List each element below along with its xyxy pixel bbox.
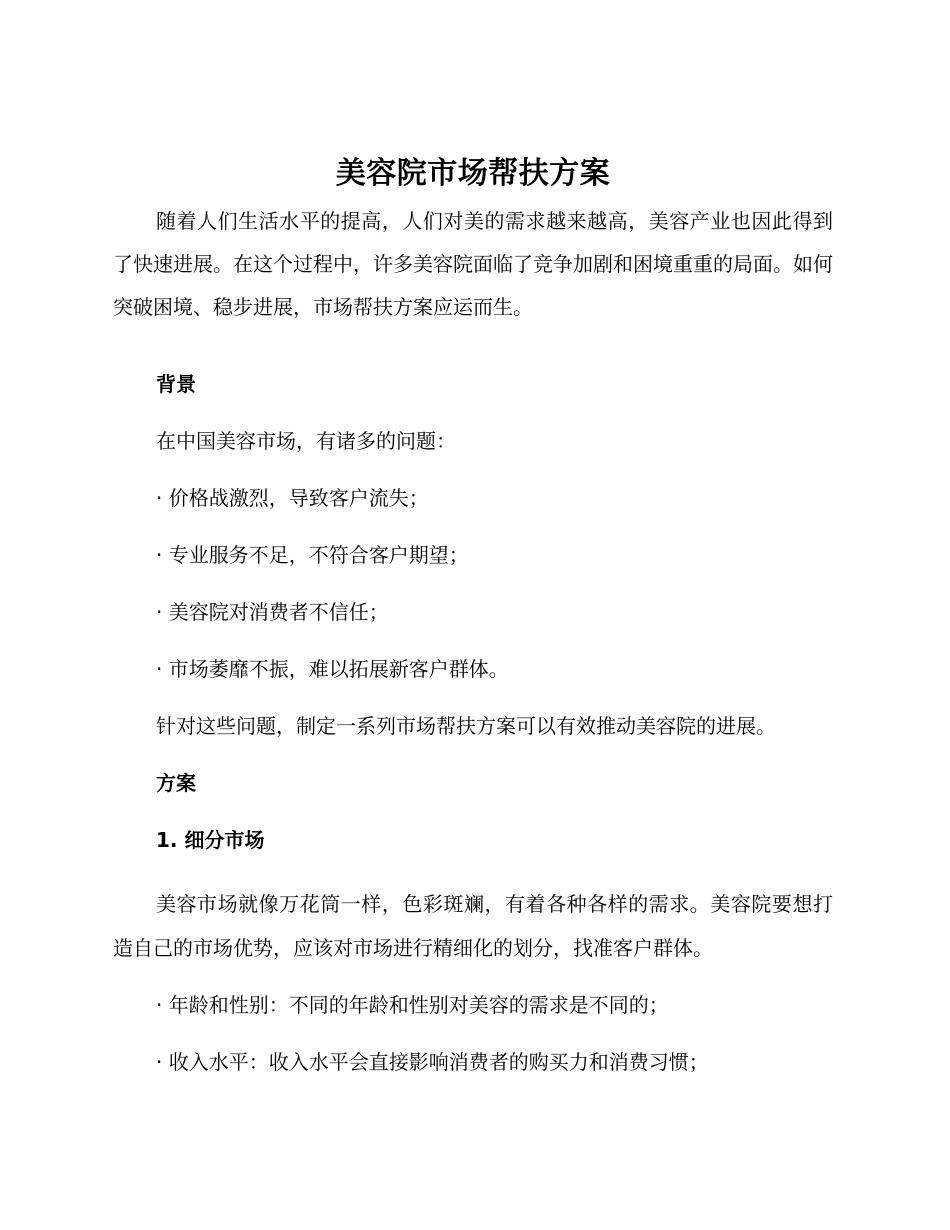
problem-item: · 专业服务不足，不符合客户期望； <box>156 543 469 567</box>
plan-heading: 方案 <box>156 771 196 795</box>
document-body <box>113 150 833 1091</box>
problem-item: · 美容院对消费者不信任； <box>156 600 389 624</box>
problem-item: · 价格战激烈，导致客户流失； <box>156 486 429 510</box>
problems-intro: 在中国美容市场，有诸多的问题： <box>156 429 456 453</box>
section1-item: · 收入水平：收入水平会直接影响消费者的购买力和消费习惯； <box>156 1050 709 1074</box>
section1-heading: 1. 细分市场 <box>156 828 265 852</box>
intro-paragraph: 随着人们生活水平的提高，人们对美的需求越来越高，美容产业也因此得到了快速进展。在这个过程中，许多美容院面临了竞争加剧和困境重重的局面。如何突破困境、稳步进展，市场帮扶方案应运而生。 <box>113 209 833 319</box>
problem-item: · 市场萎靡不振，难以拓展新客户群体。 <box>156 657 509 681</box>
section1-item: · 年龄和性别：不同的年龄和性别对美容的需求是不同的； <box>156 993 669 1017</box>
problems-conclusion: 针对这些问题，制定一系列市场帮扶方案可以有效推动美容院的进展。 <box>156 714 776 738</box>
document-title: 美容院市场帮扶方案 <box>335 156 611 191</box>
section1-paragraph: 美容市场就像万花筒一样，色彩斑斓，有着各种各样的需求。美容院要想打造自己的市场优势，应该对市场进行精细化的划分，找准客户群体。 <box>113 892 833 960</box>
background-heading: 背景 <box>156 372 196 396</box>
